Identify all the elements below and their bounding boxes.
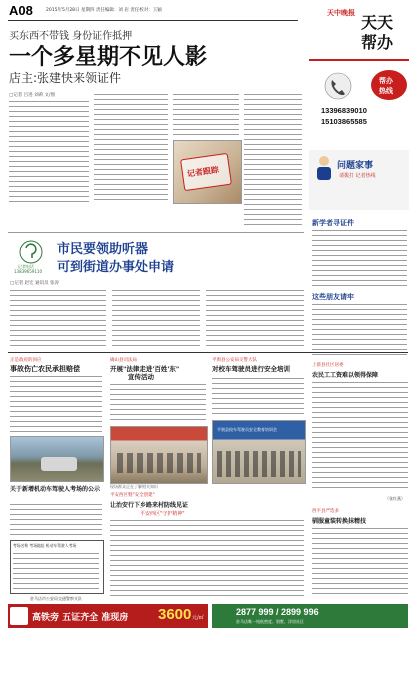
wanted-title: 问题家事 bbox=[337, 161, 374, 171]
story2-headline-2: 可到街道办事处申请 bbox=[57, 260, 175, 275]
hotline-badge bbox=[371, 70, 407, 100]
date-line: 2015年5月28日 星期四 责任编辑：刘 岩 责任校对：王颖 bbox=[46, 8, 162, 13]
lead-body-col4 bbox=[244, 92, 302, 227]
col2-caption: 现场群众正在了解相关知识 bbox=[110, 484, 158, 489]
col4-body bbox=[312, 380, 408, 492]
notice1-body bbox=[312, 228, 407, 286]
story2-body-3 bbox=[206, 288, 304, 346]
col2-headline-2: 宣传活动 bbox=[128, 373, 154, 381]
story2-headline-1: 市民要领助听器 bbox=[57, 242, 149, 257]
lead-headline: 一个多星期不见人影 bbox=[9, 45, 208, 70]
col5-body bbox=[312, 526, 408, 598]
col1-footer: 驻马店市公安局交通警察支队 bbox=[30, 596, 82, 601]
notice2-title: 这些朋友请牢 bbox=[312, 293, 354, 301]
col2-tag: 确山县司法局 bbox=[110, 358, 137, 363]
lead-subhead: 店主:张建快来领证件 bbox=[9, 71, 122, 85]
story2-body-1 bbox=[10, 288, 106, 346]
badge-bottom: 热线 bbox=[379, 87, 393, 95]
wide-sub-headline: 平安西区"守护精神" bbox=[140, 511, 185, 517]
col1-table-rows bbox=[13, 551, 99, 589]
badge-top: 帮办 bbox=[379, 77, 393, 85]
col1-table bbox=[10, 540, 104, 594]
col2-sub-headline: 让治安行下乡路来村防线见证 bbox=[110, 502, 189, 509]
story2-badge-label: 记者电话 bbox=[18, 264, 34, 269]
col1-table-header: 考场名称 考场地址 机动车驾驶人考场 bbox=[13, 543, 77, 548]
divider-lower bbox=[8, 352, 408, 353]
col3-photo-training bbox=[212, 420, 306, 484]
ad-left-price: 3600 bbox=[158, 606, 192, 623]
masthead-title-2: 帮办 bbox=[361, 33, 394, 52]
page-code: A08 bbox=[9, 3, 33, 18]
ad-left-unit: 元/㎡ bbox=[192, 615, 204, 621]
lead-byline: □记者 吕进 刘莉 文/图 bbox=[9, 93, 56, 98]
masthead-title-1: 天天 bbox=[361, 13, 394, 32]
reporter-icon bbox=[313, 154, 335, 182]
lead-body-col3 bbox=[173, 92, 239, 137]
col4-headline: 农民工工资难以领得保障 bbox=[312, 372, 379, 379]
wide-body bbox=[110, 518, 304, 598]
masthead-paper-name: 天中晚报 bbox=[327, 9, 355, 17]
col4-footer: （张红燕） bbox=[385, 496, 405, 501]
hotline-box bbox=[309, 64, 409, 144]
col3-tag: 平舆县公安局交警大队 bbox=[212, 358, 257, 363]
divider-story2 bbox=[8, 232, 304, 233]
col1-item2-headline: 关于新增机动车驾驶人考场的公示 bbox=[10, 486, 101, 493]
col3-banner-text: 平舆县校车驾驶员安全教育培训会 bbox=[217, 427, 277, 432]
col1-item2-body bbox=[10, 502, 102, 536]
col5-tag: 西平县严选多 bbox=[312, 509, 339, 514]
col3-body bbox=[212, 376, 304, 418]
lead-kicker: 买东西不带钱 身份证作抵押 bbox=[9, 31, 133, 42]
vehicle-shape bbox=[41, 457, 77, 471]
story2-body-2 bbox=[112, 288, 200, 346]
hotline-number-1: 13396839010 bbox=[321, 106, 367, 115]
col1-body bbox=[10, 374, 102, 432]
ad-left bbox=[8, 604, 208, 628]
col2-photo-people bbox=[117, 453, 201, 473]
notice2-body bbox=[312, 302, 407, 356]
ad-left-title: 高铁旁 五证齐全 准现房 bbox=[32, 613, 129, 623]
stamp-reporter bbox=[180, 153, 232, 191]
col1-headline: 事故伤亡农民承担赔偿 bbox=[10, 365, 80, 373]
col5-headline: 驯服童装转换抹精技 bbox=[312, 518, 367, 525]
col2-headline-1: 开展"法律走进'百姓'东" bbox=[110, 365, 180, 373]
lead-body-col2 bbox=[94, 92, 168, 204]
lead-body-col1 bbox=[9, 99, 89, 204]
ad-left-logo bbox=[10, 607, 28, 625]
story2-badge bbox=[12, 238, 50, 274]
story2-badge-phone: 13839659110 bbox=[14, 269, 42, 274]
masthead bbox=[309, 2, 409, 62]
hotline-number-2: 15103865585 bbox=[321, 117, 367, 126]
wanted-sub: 请拨打 记者热线 bbox=[339, 173, 376, 179]
ad-right-sub: 驻马店唯一纯低密度、别墅、洋房社区 bbox=[236, 619, 304, 624]
story2-byline: □记者 赵宏 通讯员 张涛 bbox=[10, 281, 60, 286]
col2-photo-meeting bbox=[110, 426, 208, 484]
lead-photo-id-card bbox=[173, 140, 242, 204]
col3-photo-people bbox=[217, 451, 301, 477]
ad-right bbox=[212, 604, 408, 628]
ad-right-phone: 2877 999 / 2899 996 bbox=[236, 607, 319, 617]
header-rule bbox=[8, 20, 298, 21]
wanted-box bbox=[309, 150, 409, 210]
col2-body bbox=[110, 382, 206, 422]
stamp-text: 记者跟踪 bbox=[186, 165, 220, 179]
col1-photo-accident bbox=[10, 436, 104, 482]
col3-headline: 对校车驾驶员进行安全培训 bbox=[212, 365, 290, 373]
masthead-rule bbox=[309, 59, 409, 61]
col2-sub-tag: 平安西区暨"安全创建" bbox=[110, 493, 155, 498]
col1-tag: 正是政府的回应 bbox=[10, 358, 42, 363]
col4-tag: 上蔡县社区居委 bbox=[312, 363, 344, 368]
phone-icon bbox=[323, 72, 353, 100]
notice1-title: 新学者寻证件 bbox=[312, 219, 354, 227]
